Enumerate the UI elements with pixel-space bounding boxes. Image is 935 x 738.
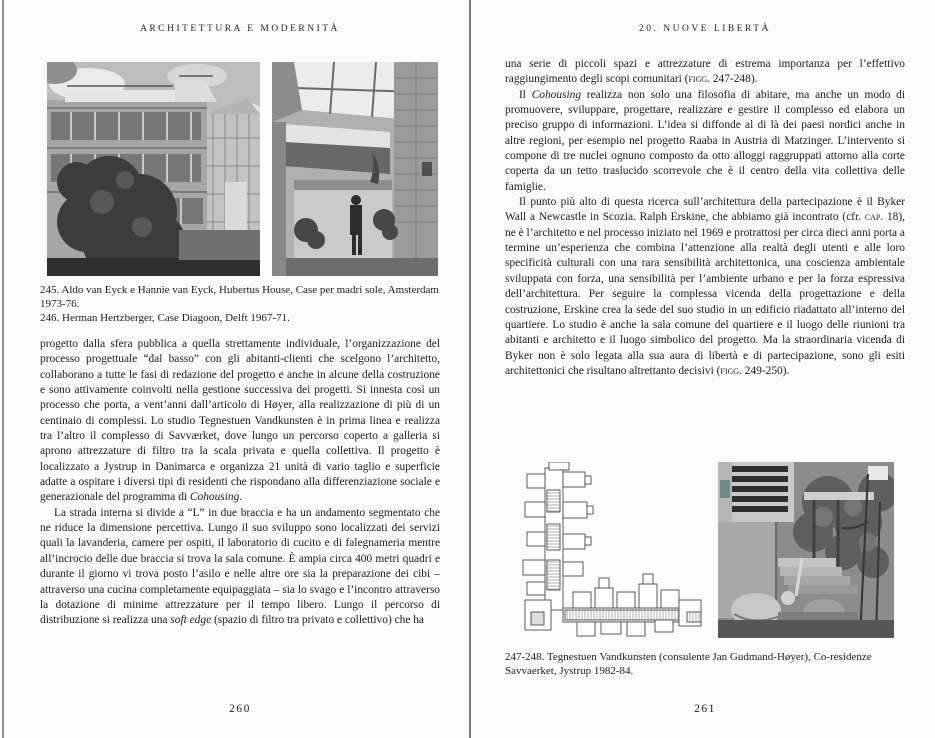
- figure-row-left: [40, 62, 440, 276]
- paragraph: La strada interna si divide a “L” in due braccia e ha un andamento segmentato che ne riduce la dimensione percettiva. Lungo il suo sviluppo sono localizzati dei servizi quali la lavanderia, camere per ospiti, il laboratorio di cucito e di falegnameria mentre all’incrocio delle due braccia si trova la sala comune. È ampia circa 400 metri quadri e durante il giorno vi trova posto l’asilo e nelle altre ore sia la preparazione dei cibi – attraverso una cucina completamente equipaggiata – sia lo svago e l’incontro attraverso la dotazione di minime attrezzature per il tempo libero. Lungo il percorso di distribuzione si realizza una soft edge (spazio di filtro tra privato e collettivo) che ha: [40, 506, 440, 627]
- photo-case-diagoon: [272, 62, 438, 276]
- caption-line: 247-248. Tegnestuen Vandkunsten (consulente Jan Gudmand-Høyer), Co-residenze Savvaerket, Jystrup 1982-84.: [505, 651, 872, 677]
- caption-line: 246. Herman Hertzberger, Case Diagoon, Delft 1967-71.: [40, 311, 290, 324]
- photo-hubertus-house: [47, 62, 260, 276]
- page-number-left: 260: [229, 703, 251, 715]
- running-head-left: ARCHITETTURA E MODERNITÀ: [140, 24, 340, 34]
- running-head-right: 20. NUOVE LIBERTÀ: [639, 24, 771, 34]
- right-page: [505, 0, 905, 738]
- figure-row-right: [505, 458, 905, 640]
- caption-line: 245. Aldo van Eyck e Hannie van Eyck, Hubertus House, Case per madri sole, Amsterdam 1973-76.: [40, 284, 439, 310]
- body-text-right: [505, 57, 905, 379]
- left-edge-rule: [2, 0, 4, 738]
- left-page: [40, 0, 440, 738]
- page-gutter-rule: [469, 0, 471, 738]
- paragraph: progetto dalla sfera pubblica a quella strettamente individuale, l’organizzazione del processo progettuale “dal basso” con gli abitanti-clienti che scelgono l’architetto, collaborano a tutte le fasi di redazione del progetto e anche in alcune della costruzione e sono attivamente coinvolti nella gestione successiva dei progetti. Si innesta così un processo che porta, a vent’anni dall’articolo di Høyer, alla realizzazione di più di un centinaio di complessi. Lo studio Tegnestuen Vandkunsten è in prima linea e realizza tra l’altro il complesso di Savværket, dove lungo un percorso coperto a galleria si aprono attrezzature di filtro tra la scala privata e quella collettiva. Il progetto è localizzato a Jystrup in Danimarca e organizza 21 unità di vario taglio e superficie adatte a ospitare i diversi tipi di residenti che rispondano alla differenziazione sociale e generazionale del programma di Cohousing.: [40, 338, 440, 504]
- caption-245-246: [40, 284, 440, 325]
- plan-savvaerket: [515, 462, 707, 638]
- page-number-right: 261: [694, 703, 716, 715]
- body-text-left: [40, 337, 440, 629]
- paragraph: Il Cohousing realizza non solo una filosofia di abitare, ma anche un modo di promuovere, sviluppare, progettare, realizzare e gestire il complesso ed elabora un preciso gruppo di informazioni. L’idea si diffonde al di là dei paesi nordici anche in altre regioni, per esempio nel progetto Raaba in Austria di Matzinger. L’intervento si compone di tre nuclei ognuno composto da otto alloggi raggruppati attorno alla corte coperta da un tetto traslucido scorrevole che è il centro della vita collettiva delle famiglie.: [505, 88, 905, 193]
- caption-247-248: [505, 651, 905, 679]
- paragraph: Il punto più alto di questa ricerca sull’architettura della partecipazione è il Byker Wall a Newcastle in Scozia. Ralph Erskine, che abbiamo già incontrato (cfr. cap. 18), ne è l’architetto e nel processo iniziato nel 1969 e protrattosi per circa dieci anni porta a termine un’esperienza che combina l’attenzione alla realtà degli utenti e alle loro specificità culturali con una rara sensibilità architettonica, una coscienza ambientale sviluppata con forza, una sensibilità per l’ambiente urbano e per la forza espressiva dell’architettura. Per seguire la complessa vicenda della progettazione e della costruzione, Erskine crea la sede del suo studio in un edificio riadattato all’interno del quartiere. Lo studio è anche la sala comune del quartiere e il luogo delle riunioni tra abitanti e architetto e il luogo simbolico del progetto. Ma la straordinaria vicenda di Byker non è solo legata alla sua aura di libertà e di partecipazione, sono gli esiti architettonici che risultano altrettanto decisivi (figg. 249-250).: [505, 196, 905, 377]
- photo-savvaerket-courtyard: [718, 462, 894, 638]
- paragraph: una serie di piccoli spazi e attrezzature di estrema importanza per l’effettivo raggiungimento degli scopi comunitari (figg. 247-248).: [505, 58, 905, 86]
